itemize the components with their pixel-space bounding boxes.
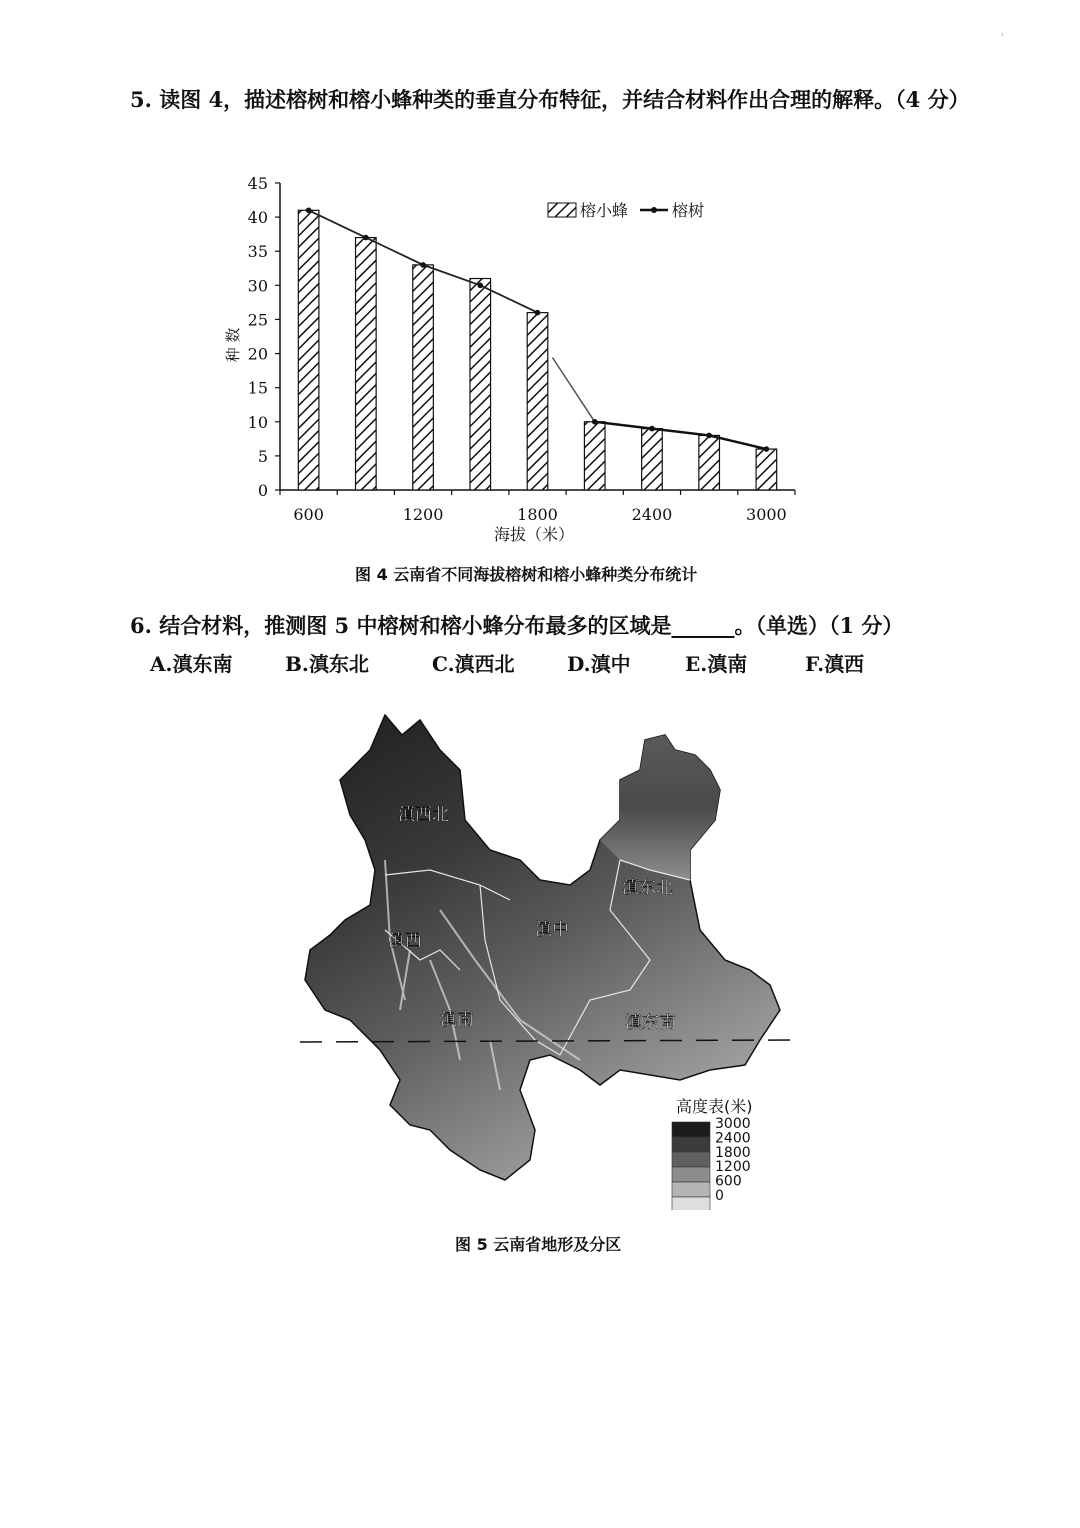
- bar: [527, 313, 548, 490]
- line-segment: [595, 422, 767, 449]
- question-6: 6. 结合材料，推测图 5 中榕树和榕小蜂分布最多的区域是______。（单选）（1 分）: [130, 613, 904, 638]
- bar: [413, 265, 434, 490]
- region-label-w: 滇西: [388, 931, 422, 951]
- elevation-swatch: [672, 1197, 710, 1210]
- legend-label-line: 榕树: [672, 201, 705, 220]
- y-tick-label: 15: [247, 378, 268, 398]
- x-tick-label: 2400: [631, 505, 673, 524]
- figure-4-chart: [210, 165, 830, 545]
- y-tick-label: 30: [247, 276, 268, 296]
- line-point: [706, 433, 712, 439]
- bar: [298, 210, 319, 490]
- x-tick-label: 1800: [517, 505, 558, 524]
- bar: [356, 238, 377, 490]
- x-axis-label: 海拔（米）: [493, 525, 575, 544]
- bar: [584, 422, 605, 490]
- line-point: [764, 446, 770, 452]
- elevation-label: 2400: [715, 1130, 751, 1147]
- elevation-label: 1800: [715, 1144, 751, 1161]
- region-label-c: 滇中: [535, 920, 569, 940]
- elevation-swatch: [672, 1152, 710, 1167]
- legend-label-bar: 榕小蜂: [580, 201, 629, 220]
- y-tick-label: 0: [257, 481, 268, 500]
- elevation-label: 600: [715, 1173, 742, 1190]
- x-axis: [280, 490, 795, 524]
- line-point: [363, 235, 369, 241]
- elevation-swatch: [672, 1167, 710, 1182]
- elevation-swatch: [672, 1137, 710, 1152]
- elevation-label: 3000: [715, 1116, 751, 1132]
- bar: [470, 279, 491, 490]
- line-point: [477, 283, 483, 289]
- y-tick-label: 35: [247, 242, 268, 262]
- line-point: [535, 310, 541, 316]
- line-point: [592, 419, 598, 425]
- x-tick-label: 3000: [746, 505, 787, 524]
- y-tick-label: 25: [247, 310, 268, 330]
- region-label-s: 滇南: [440, 1010, 474, 1030]
- scan-mark: ‹: [1000, 30, 1004, 39]
- bar: [699, 435, 720, 490]
- y-tick-label: 5: [257, 446, 268, 466]
- elevation-swatch: [672, 1182, 710, 1197]
- option-c[interactable]: C.滇西北: [432, 652, 515, 676]
- option-e[interactable]: E.滇南: [685, 652, 748, 676]
- elevation-legend-swatches: [672, 1116, 751, 1210]
- legend-swatch-bar: [548, 203, 576, 217]
- option-a[interactable]: A.滇东南: [150, 652, 233, 676]
- region-label-nw: 滇西北: [398, 805, 449, 825]
- y-tick-label: 40: [247, 208, 268, 228]
- question-5: 5. 读图 4，描述榕树和榕小蜂种类的垂直分布特征，并结合材料作出合理的解释。（4 分）: [130, 87, 970, 112]
- x-tick-label: 600: [293, 505, 324, 524]
- line-point: [306, 207, 312, 213]
- bar-series: [298, 210, 776, 490]
- region-label-ne: 滇东北: [622, 878, 673, 898]
- legend-swatch-marker: [651, 207, 657, 213]
- option-d[interactable]: D.滇中: [567, 652, 631, 676]
- y-tick-label: 45: [247, 174, 268, 193]
- elevation-label: 0: [715, 1188, 724, 1204]
- y-axis-label: 种 数: [224, 327, 242, 363]
- chart-legend: [548, 201, 704, 220]
- x-tick-label: 1200: [402, 505, 444, 524]
- option-b[interactable]: B.滇东北: [285, 652, 369, 676]
- line-point: [420, 262, 426, 268]
- line-segment: [553, 358, 595, 422]
- y-axis: [248, 174, 280, 500]
- yunnan-terrain-map: [290, 710, 810, 1210]
- y-tick-label: 20: [247, 344, 268, 364]
- y-tick-label: 10: [247, 412, 268, 432]
- option-f[interactable]: F.滇西: [805, 652, 865, 676]
- elevation-label: 1200: [715, 1159, 751, 1176]
- bar: [642, 429, 663, 490]
- bar: [756, 449, 777, 490]
- figure-4-caption: 图 4 云南省不同海拔榕树和榕小蜂种类分布统计: [355, 565, 698, 584]
- elevation-swatch: [672, 1122, 710, 1137]
- line-point: [649, 426, 655, 432]
- region-label-se: 滇东南: [625, 1013, 676, 1033]
- figure-5-caption: 图 5 云南省地形及分区: [455, 1235, 622, 1254]
- elevation-legend-title: 高度表(米): [676, 1097, 753, 1116]
